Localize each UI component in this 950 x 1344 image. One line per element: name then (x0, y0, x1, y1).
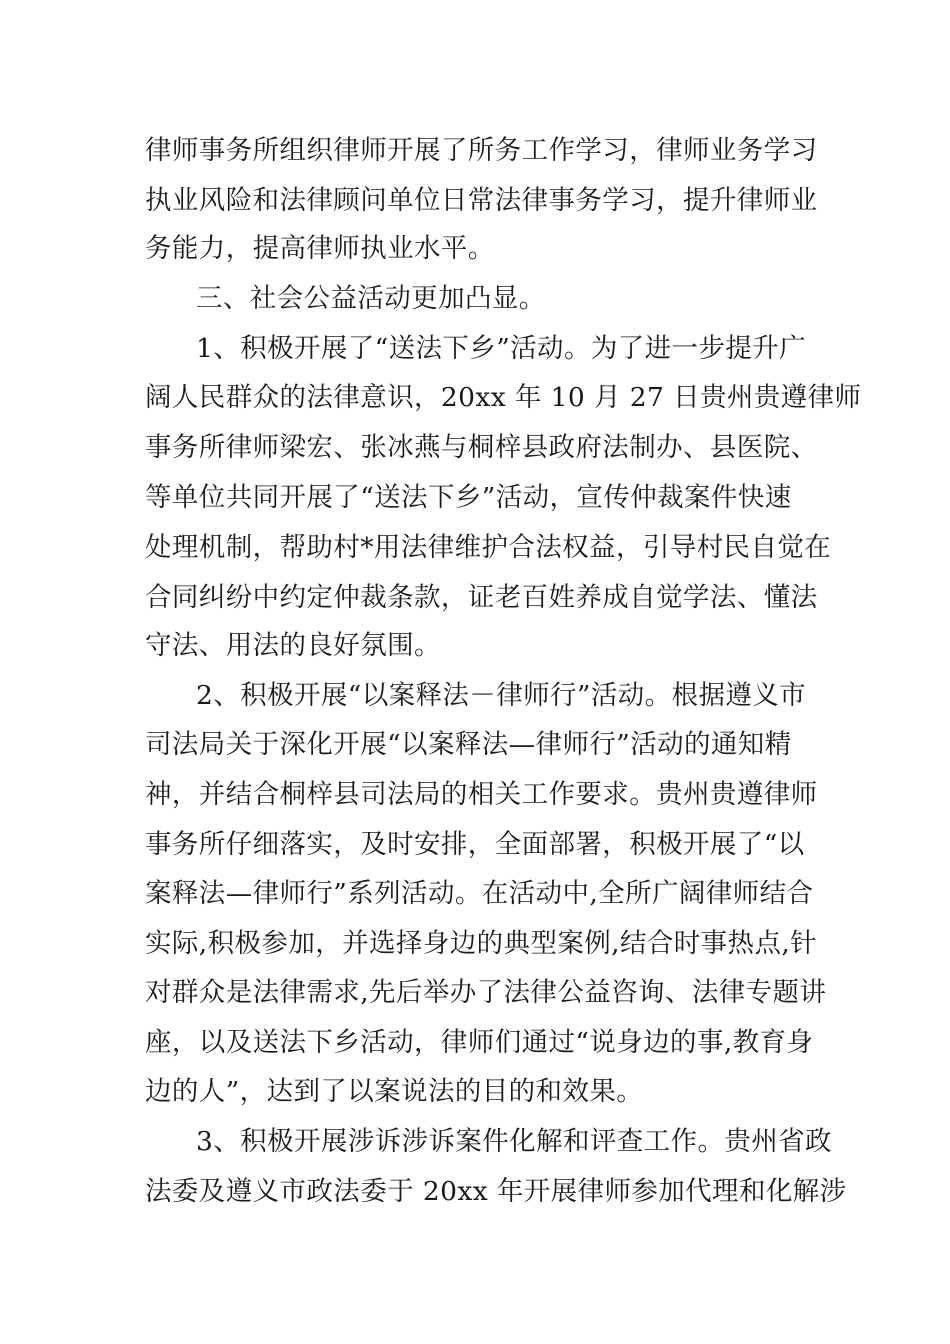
text-line-10: 合同纠纷中约定仲裁条款，证老百姓养成自觉学法、懂法 (145, 582, 818, 613)
text-line-17: 实际,积极参加，并选择身边的典型案例,结合时事热点,针 (145, 928, 818, 959)
text-line-14: 神，并结合桐梓县司法局的相关工作要求。贵州贵遵律师 (145, 779, 818, 810)
section-heading: 三、社会公益活动更加凸显。 (196, 283, 546, 314)
text-line-1: 律师事务所组织律师开展了所务工作学习，律师业务学习 (145, 135, 818, 166)
text-line-13: 司法局关于深化开展“以案释法—律师行”活动的通知精 (145, 729, 792, 760)
text-line-3: 务能力，提高律师执业水平。 (145, 233, 495, 264)
text-line-21: 3、积极开展涉诉涉诉案件化解和评查工作。贵州省政 (196, 1126, 832, 1157)
text-line-11: 守法、用法的良好氛围。 (145, 630, 441, 661)
text-line-12: 2、积极开展“以案释法－律师行”活动。根据遵义市 (196, 680, 807, 711)
text-line-20: 边的人”，达到了以案说法的目的和效果。 (145, 1076, 644, 1107)
text-line-9: 处理机制，帮助村*用法律维护合法权益，引导村民自觉在 (145, 532, 832, 563)
text-line-5: 1、积极开展了“送法下乡”活动。为了进一步提升广 (196, 333, 807, 364)
text-line-16: 案释法—律师行”系列活动。在活动中,全所广阔律师结合 (145, 878, 814, 909)
text-line-6: 阔人民群众的法律意识，20xx 年 10 月 27 日贵州贵遵律师 (145, 382, 862, 413)
text-line-15: 事务所仔细落实，及时安排，全面部署，积极开展了“以 (145, 829, 805, 860)
text-line-22: 法委及遵义市政法委于 20xx 年开展律师参加代理和化解涉 (145, 1176, 847, 1207)
text-line-19: 座，以及送法下乡活动，律师们通过“说身边的事,教育身 (145, 1027, 814, 1058)
text-line-18: 对群众是法律需求,先后举办了法律公益咨询、法律专题讲 (145, 977, 827, 1008)
text-line-2: 执业风险和法律顾问单位日常法律事务学习，提升律师业 (145, 185, 818, 216)
text-line-7: 事务所律师梁宏、张冰燕与桐梓县政府法制办、县医院、 (145, 432, 818, 463)
text-line-8: 等单位共同开展了“送法下乡”活动，宣传仲裁案件快速 (145, 482, 792, 513)
